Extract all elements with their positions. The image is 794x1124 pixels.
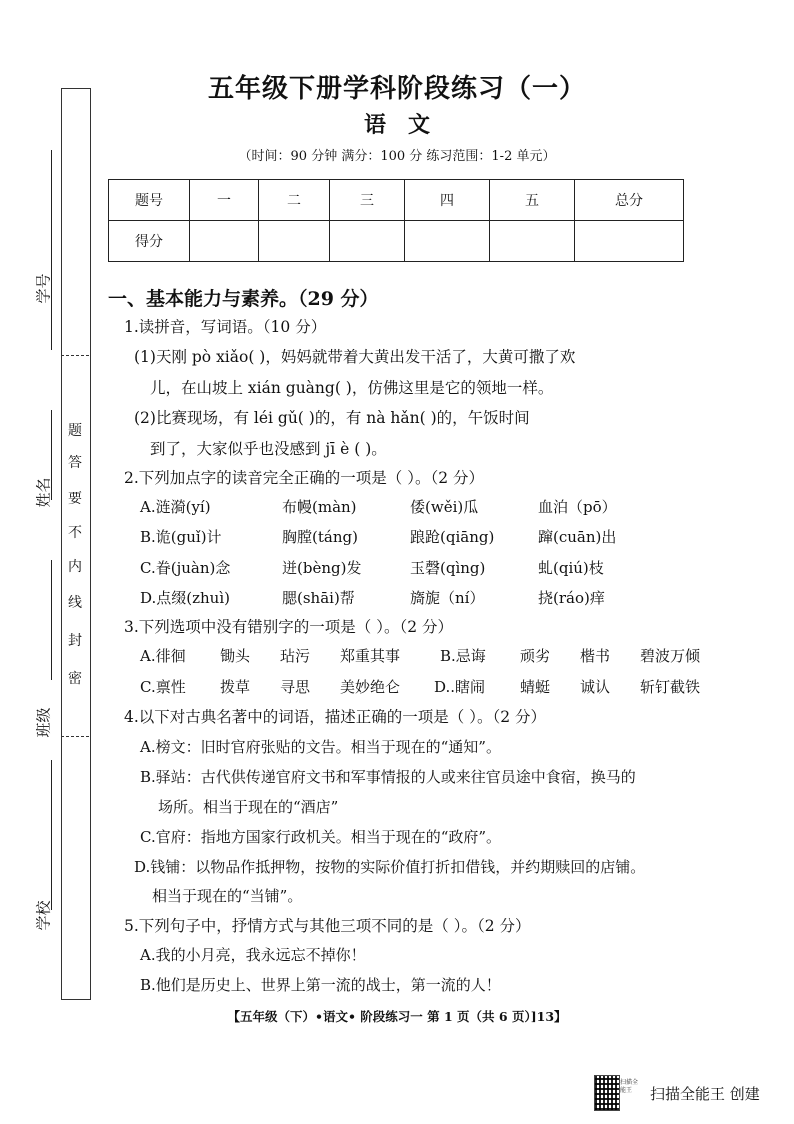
q2-option: C.眷(juàn)念: [140, 559, 231, 577]
q4-option-d: D.钱铺：以物品作抵押物，按物的实际价值打折扣借钱，并约期赎回的店铺。: [134, 858, 646, 876]
qr-code-icon: [594, 1075, 620, 1111]
q2-option: 旖旎（ní）: [410, 589, 485, 607]
question-1-line: 儿，在山坡上 xián guàng( )，仿佛这里是它的领地一样。: [150, 379, 554, 397]
q3-option: 蜻蜓: [520, 678, 551, 696]
question-1-line: (1)天刚 pò xiǎo( )，妈妈就带着大黄出发干活了，大黄可撒了欢: [134, 348, 576, 366]
school-label: 学校: [34, 900, 53, 931]
q3-option: 寻思: [280, 678, 311, 696]
q3-option: 楷书: [580, 647, 611, 665]
q5-option-a: A.我的小月亮，我永远忘不掉你！: [140, 946, 366, 964]
q2-option: 布幔(màn): [282, 498, 357, 516]
score-cell[interactable]: [259, 221, 330, 262]
q3-option: 锄头: [220, 647, 251, 665]
question-2-stem: 2.下列加点字的读音完全正确的一项是（ ）。（2 分）: [124, 469, 485, 487]
class-label: 班级: [34, 707, 53, 738]
q3-option: 美妙绝仑: [340, 678, 401, 696]
q2-option: 血泊（pō）: [538, 498, 617, 516]
q4-option-a: A.榜文：旧时官府张贴的文告。相当于现在的“通知”。: [140, 738, 501, 756]
subject-title: 语文: [363, 112, 452, 138]
student-id-label: 学号: [34, 273, 53, 304]
q3-option: D..瞎闹: [434, 678, 486, 696]
score-header-cell: 四: [405, 180, 490, 221]
q2-option: 腮(shāi)帮: [282, 589, 355, 607]
seal-char: 题: [68, 423, 82, 439]
q2-option: 倭(wěi)瓜: [410, 498, 479, 516]
score-header-cell: 题号: [109, 180, 190, 221]
q3-option: 郑重其事: [340, 647, 401, 665]
seal-char: 答: [68, 455, 82, 471]
seal-char: 封: [68, 633, 82, 649]
q2-option: 踉跄(qiāng): [410, 528, 495, 546]
page-footer: 【五年级（下）•语文• 阶段练习一 第 1 页（共 6 页）]13】: [227, 1009, 567, 1024]
question-3-stem: 3.下列选项中没有错别字的一项是（ ）。（2 分）: [124, 618, 454, 636]
seal-char: 线: [68, 595, 82, 611]
q3-option: 顽劣: [520, 647, 551, 665]
student-id-line: [51, 150, 52, 350]
score-table-header-row: [109, 180, 684, 221]
q3-option: 玷污: [280, 647, 311, 665]
score-header-cell: 一: [190, 180, 259, 221]
q3-option: 诚认: [580, 678, 611, 696]
question-1-line: 到了，大家似乎也没感到 jī è ( )。: [150, 440, 387, 458]
q2-option: 迸(bèng)发: [282, 559, 362, 577]
score-cell[interactable]: [190, 221, 259, 262]
score-cell[interactable]: [330, 221, 405, 262]
score-cell[interactable]: [490, 221, 575, 262]
q4-option-c: C.官府：指地方国家行政机关。相当于现在的“政府”。: [140, 828, 502, 846]
question-4-stem: 4.以下对古典名著中的词语，描述正确的一项是（ ）。（2 分）: [124, 708, 547, 726]
question-5-stem: 5.下列句子中，抒情方式与其他三项不同的是（ ）。（2 分）: [124, 917, 531, 935]
score-header-cell: 五: [490, 180, 575, 221]
q3-option: B.忌诲: [440, 647, 486, 665]
q4-option-b: B.驿站：古代供传递官府文书和军事情报的人或来往官员途中食宿，换马的: [140, 768, 636, 786]
q3-option: C.禀性: [140, 678, 186, 696]
name-label: 姓名: [34, 477, 53, 508]
q2-option: 虬(qiú)枝: [538, 559, 604, 577]
q3-option: A.徘徊: [140, 647, 186, 665]
exam-meta: （时间：90 分钟 满分：100 分 练习范围：1-2 单元）: [238, 149, 556, 164]
q4-option-b-cont: 场所。相当于现在的“酒店”: [158, 798, 339, 816]
score-header-cell: 二: [259, 180, 330, 221]
section-heading: 一、基本能力与素养。（29 分）: [108, 288, 379, 310]
class-line: [51, 560, 52, 680]
score-cell[interactable]: [575, 221, 684, 262]
q2-option: B.诡(guǐ)计: [140, 528, 222, 546]
q2-option: 玉磬(qìng): [410, 559, 486, 577]
q2-option: 蹿(cuān)出: [538, 528, 617, 546]
seal-char: 要: [68, 491, 82, 507]
score-header-cell: 三: [330, 180, 405, 221]
q2-option: 挠(ráo)痒: [538, 589, 605, 607]
seal-char: 内: [68, 559, 82, 575]
scanner-watermark: 扫描全能王 创建: [650, 1085, 760, 1103]
score-table-score-row: [109, 221, 684, 262]
seal-char: 不: [68, 525, 82, 541]
question-1-line: (2)比赛现场，有 léi gǔ( )的，有 nà hǎn( )的，午饭时间: [134, 409, 530, 427]
q3-option: 斩钉截铁: [640, 678, 701, 696]
q4-option-d-cont: 相当于现在的“当铺”。: [152, 887, 303, 905]
q2-option: 胸膛(táng): [282, 528, 358, 546]
q2-option: A.涟漪(yí): [140, 498, 211, 516]
score-header-cell: 总分: [575, 180, 684, 221]
score-table: [108, 179, 684, 262]
score-row-label: 得分: [109, 221, 190, 262]
q2-option: D.点缀(zhuì): [140, 589, 230, 607]
q3-option: 拨草: [220, 678, 251, 696]
q3-option: 碧波万倾: [640, 647, 701, 665]
seal-char: 密: [68, 671, 82, 687]
question-1-stem: 1.读拼音，写词语。（10 分）: [124, 318, 327, 336]
page-title: 五年级下册学科阶段练习（一）: [207, 74, 586, 104]
q5-option-b: B.他们是历史上、世界上第一流的战士，第一流的人！: [140, 976, 501, 994]
score-cell[interactable]: [405, 221, 490, 262]
school-line: [51, 760, 52, 910]
qr-caption: 扫描全能王: [620, 1079, 639, 1094]
